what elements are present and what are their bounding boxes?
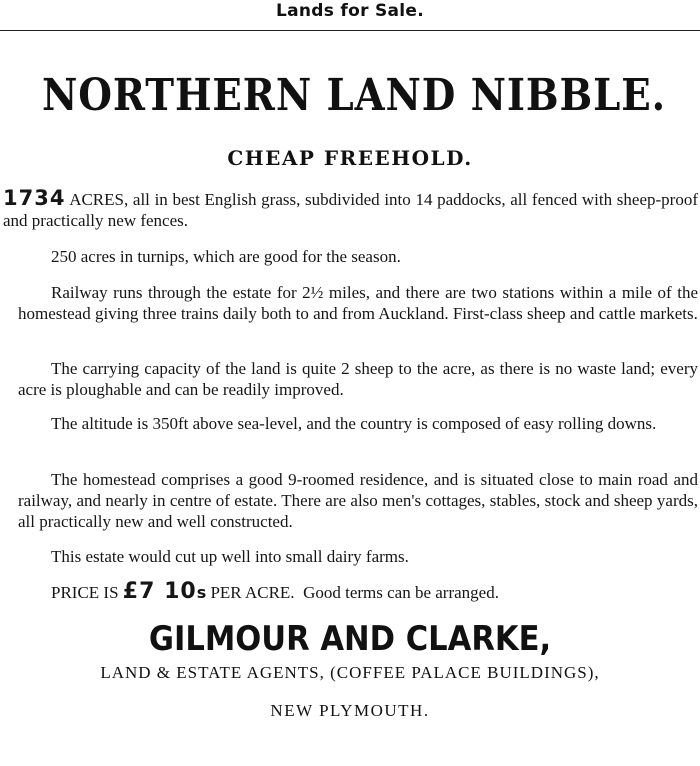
agent-description: LAND & ESTATE AGENTS, (COFFEE PALACE BUILDINGS), bbox=[100, 663, 600, 682]
intro-text: ACRES, all in best English grass, subdivided into 14 paddocks, all fenced with sheep-proof and practically new fences. bbox=[3, 190, 698, 230]
altitude-paragraph: The altitude is 350ft above sea-level, and the country is composed of easy rolling downs. bbox=[51, 414, 657, 433]
header-rule bbox=[0, 30, 700, 31]
capacity-paragraph: The carrying capacity of the land is quite 2 sheep to the acre, as there is no waste land; every acre is ploughable and can be readily improved. bbox=[18, 359, 698, 399]
price-unit: s bbox=[196, 583, 207, 602]
price-prefix: PRICE IS bbox=[51, 583, 123, 602]
price-suffix: PER ACRE. bbox=[206, 583, 295, 602]
advert-subhead: CHEAP FREEHOLD. bbox=[227, 146, 473, 170]
intro-paragraph bbox=[3, 188, 698, 231]
homestead-paragraph: The homestead comprises a good 9-roomed residence, and is situated close to main road and railway, and nearly in centre of estate. There are also men's cottages, stables, stock and sheep yards, all practically new and well constructed. bbox=[18, 470, 698, 531]
agent-name: GILMOUR AND CLARKE, bbox=[148, 619, 552, 659]
price-amount: £7 10 bbox=[122, 579, 197, 604]
section-header: Lands for Sale. bbox=[275, 1, 425, 21]
railway-paragraph: Railway runs through the estate for 2½ miles, and there are two stations within a mile of the homestead giving three trains daily both to and from Auckland. First-class sheep and cattle markets. bbox=[18, 283, 698, 323]
advert-headline: NORTHERN LAND NIBBLE. bbox=[42, 70, 666, 121]
turnips-paragraph: 250 acres in turnips, which are good for the season. bbox=[51, 247, 401, 266]
price-line bbox=[51, 580, 691, 605]
dairy-paragraph: This estate would cut up well into small dairy farms. bbox=[51, 547, 409, 566]
agent-town: NEW PLYMOUTH. bbox=[270, 701, 430, 720]
price-terms: Good terms can be arranged. bbox=[303, 583, 499, 602]
acreage-number: 1734 bbox=[3, 186, 66, 210]
